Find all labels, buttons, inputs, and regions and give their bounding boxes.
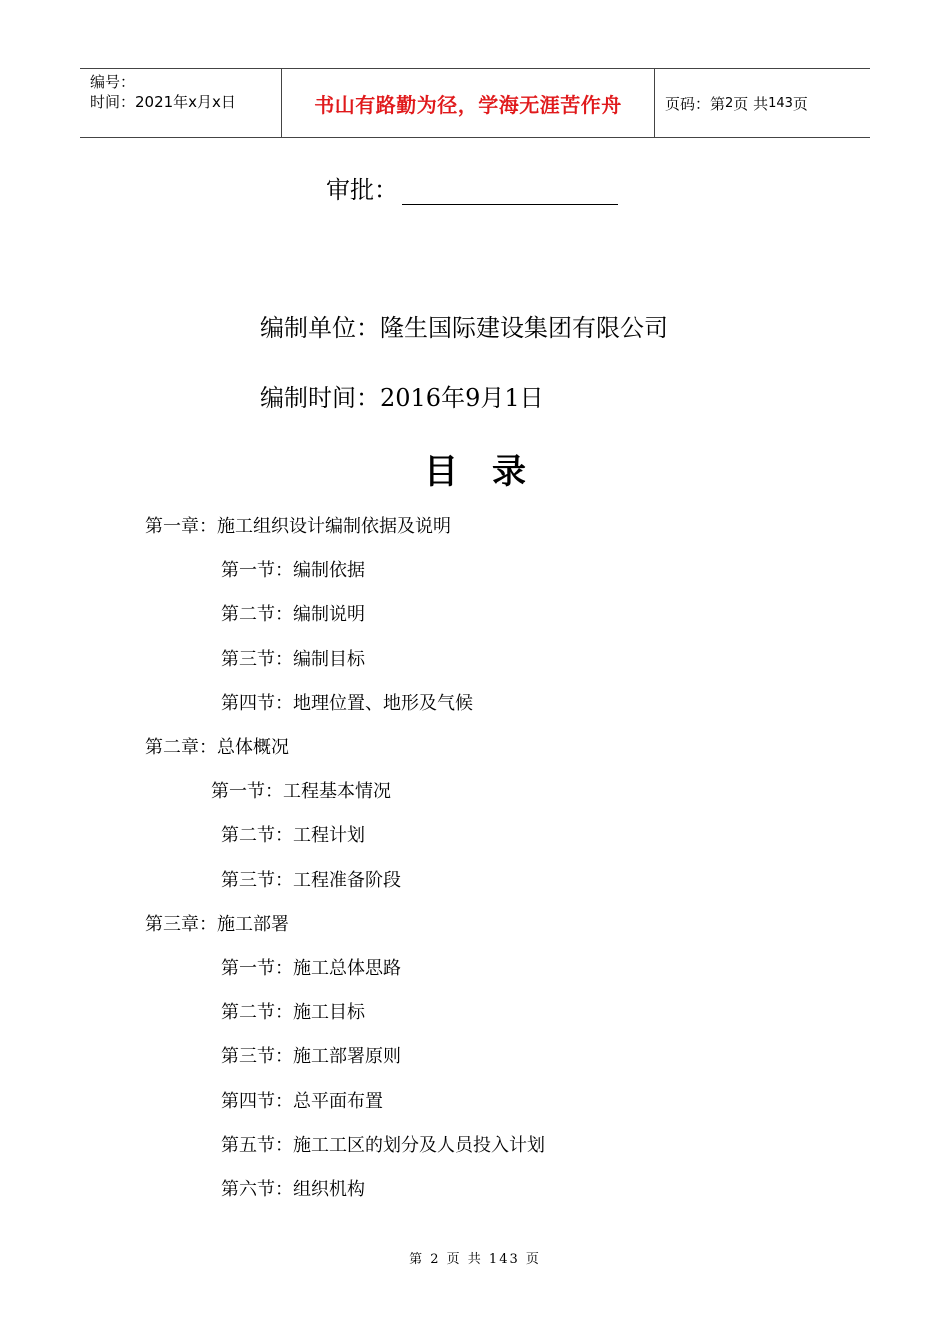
page-mid: 页 共: [733, 94, 769, 113]
toc-section: 第二节：施工目标: [221, 1002, 365, 1023]
toc-chapter: 第二章：总体概况: [145, 737, 289, 758]
toc-chapter: 第一章：施工组织设计编制依据及说明: [145, 516, 451, 537]
toc-section: 第四节：地理位置、地形及气候: [221, 693, 473, 714]
toc-section: 第六节：组织机构: [221, 1179, 365, 1200]
toc-section: 第二节：工程计划: [221, 825, 365, 846]
toc-chapter: 第三章：施工部署: [145, 914, 289, 935]
header-page-info: [655, 69, 870, 137]
approval-signature-line: [402, 178, 618, 205]
approval-label: 审批：: [326, 176, 398, 204]
compiler-unit: 编制单位：隆生国际建设集团有限公司: [260, 314, 668, 342]
compiler-time: 编制时间：2016年9月1日: [260, 384, 544, 412]
toc-section: 第一节：工程基本情况: [211, 781, 391, 802]
document-time: 时间：2021年x月x日: [90, 93, 236, 111]
header-meta: [80, 69, 281, 137]
page-total: 143: [768, 95, 793, 111]
toc-section: 第一节：施工总体思路: [221, 958, 401, 979]
page-current: 2: [725, 95, 734, 111]
toc-section: 第五节：施工工区的划分及人员投入计划: [221, 1135, 545, 1156]
toc-section: 第一节：编制依据: [221, 560, 365, 581]
toc-title: 目录: [424, 452, 560, 492]
toc-section: 第三节：编制目标: [221, 649, 365, 670]
document-number: 编号：: [90, 73, 136, 91]
toc-section: 第四节：总平面布置: [221, 1091, 383, 1112]
header-motto: 书山有路勤为径，学海无涯苦作舟: [281, 69, 655, 137]
page-prefix: 页码：第: [665, 94, 726, 113]
page-suffix: 页: [792, 94, 808, 113]
page-header: [80, 68, 870, 138]
page-footer: 第 2 页 共 143 页: [409, 1252, 541, 1267]
toc-section: 第三节：施工部署原则: [221, 1046, 401, 1067]
toc-section: 第二节：编制说明: [221, 604, 365, 625]
approval-field: [326, 170, 618, 205]
toc-section: 第三节：工程准备阶段: [221, 870, 401, 891]
